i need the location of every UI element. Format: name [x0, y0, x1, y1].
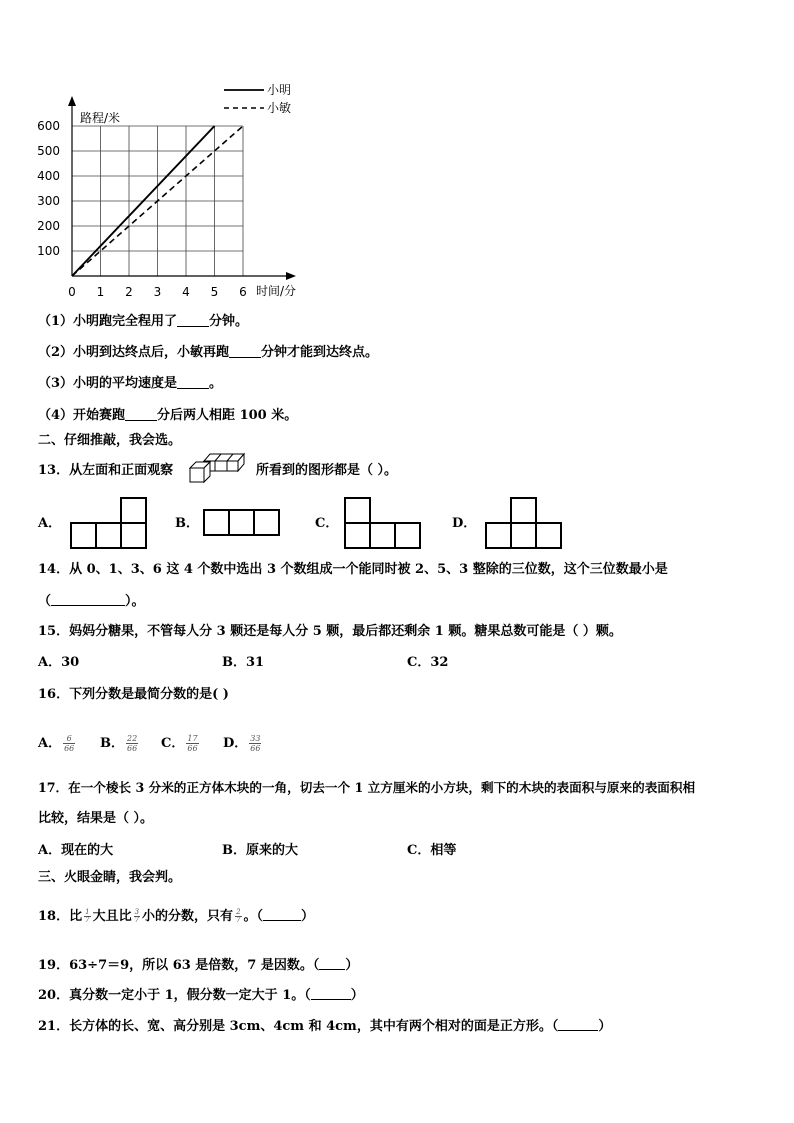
q19-text: 19．63÷7＝9，所以 63 是倍数，7 是因数。（ — [38, 958, 320, 973]
denominator: 66 — [64, 744, 75, 753]
denominator: 66 — [187, 744, 198, 753]
numerator: 33 — [250, 734, 261, 743]
legend-label-xiaoming: 小明 — [267, 83, 292, 97]
answer-blank[interactable] — [319, 957, 345, 970]
denominator: 7 — [85, 916, 90, 924]
y-tick-label: 200 — [37, 219, 60, 233]
x-tick-label: 2 — [125, 285, 133, 299]
q20-close-paren: ） — [350, 988, 364, 1003]
q13-option-c-figure[interactable] — [344, 496, 424, 550]
q18-text-2: 大且比 — [92, 909, 132, 924]
distance-time-chart — [20, 80, 340, 305]
q16-option-c-label: C． — [161, 736, 185, 751]
q12-part-3-prefix: （3）小明的平均速度是 — [38, 376, 178, 391]
denominator: 7 — [236, 916, 241, 924]
fraction — [249, 734, 261, 753]
q15-option-b[interactable]: B．31 — [222, 655, 265, 670]
q13-suffix: 所看到的图形都是（ ）。 — [256, 463, 398, 478]
q21-close-paren: ） — [598, 1019, 612, 1034]
q17-option-c[interactable]: C．相等 — [407, 843, 457, 858]
q16-option-d-label: D． — [223, 736, 248, 751]
cube-figure — [188, 452, 250, 484]
q15-text: 15．妈妈分糖果，不管每人分 3 颗还是每人分 5 颗，最后都还剩余 1 颗。糖果总数可能是（ ）颗。 — [38, 624, 622, 639]
y-axis-label: 路程/米 — [80, 111, 121, 125]
q12-part-1 — [38, 313, 248, 330]
q20 — [38, 987, 364, 1004]
q21 — [38, 1018, 611, 1035]
q16-option-b-label: B． — [100, 736, 124, 751]
fraction — [134, 909, 140, 924]
q17-option-b[interactable]: B．原来的大 — [222, 843, 298, 858]
x-tick-label: 0 — [68, 285, 76, 299]
q14-close-paren: ）。 — [125, 594, 145, 609]
numerator: 6 — [63, 734, 75, 744]
numerator: 1 — [85, 908, 90, 916]
q13-option-a-label[interactable]: A． — [38, 516, 62, 531]
q18 — [38, 908, 314, 925]
q13-option-b-label[interactable]: B． — [175, 516, 199, 531]
q16-option-b[interactable] — [100, 734, 140, 753]
q16-option-c[interactable] — [161, 734, 201, 753]
q13-option-c-label[interactable]: C． — [315, 516, 339, 531]
answer-blank[interactable] — [177, 313, 209, 327]
y-tick-label: 500 — [37, 144, 60, 158]
q12-part-1-prefix: （1）小明跑完全程用了 — [38, 314, 178, 329]
q16-option-d[interactable] — [223, 734, 263, 753]
q16-text: 16．下列分数是最简分数的是( ) — [38, 687, 229, 702]
q13-prefix: 13．从左面和正面观察 — [38, 463, 174, 478]
section-3-title: 三、火眼金睛，我会判。 — [38, 870, 182, 885]
x-tick-label: 3 — [153, 285, 162, 299]
q18-text-5: ） — [301, 909, 315, 924]
q12-part-4-suffix: 分后两人相距 100 米。 — [157, 408, 298, 423]
answer-blank[interactable] — [558, 1018, 598, 1031]
y-tick-label: 400 — [37, 169, 60, 183]
denominator: 7 — [134, 916, 140, 924]
numerator: 17 — [187, 734, 198, 743]
q13-option-b-figure[interactable] — [203, 508, 283, 538]
q15-option-c[interactable]: C．32 — [407, 655, 449, 670]
numerator: 3 — [134, 908, 140, 916]
q18-text-3: 小的分数，只有 — [142, 909, 234, 924]
q17-line-2: 比较，结果是（ ）。 — [38, 811, 154, 826]
fraction — [186, 734, 198, 753]
denominator: 66 — [127, 744, 138, 753]
y-tick-label: 100 — [37, 244, 60, 258]
denominator: 66 — [250, 744, 261, 753]
section-2-title: 二、仔细推敲，我会选。 — [38, 433, 182, 448]
x-tick-label: 5 — [210, 285, 219, 299]
q12-part-4 — [38, 407, 297, 424]
q18-text-4: 。（ — [243, 909, 264, 924]
legend-label-xiaomin: 小敏 — [267, 101, 292, 115]
q14-line-2 — [38, 593, 145, 610]
q12-part-2-suffix: 分钟才能到达终点。 — [261, 345, 379, 360]
q12-part-3-suffix: 。 — [209, 376, 223, 391]
q12-part-2 — [38, 344, 378, 361]
answer-blank[interactable] — [311, 987, 351, 1000]
q12-part-2-prefix: （2）小明到达终点后，小敏再跑 — [38, 345, 230, 360]
q19-close-paren: ） — [345, 958, 359, 973]
q17-option-a[interactable]: A．现在的大 — [38, 843, 114, 858]
answer-blank[interactable] — [229, 344, 261, 358]
q20-text: 20．真分数一定小于 1，假分数一定大于 1。（ — [38, 988, 311, 1003]
q13-option-d-label[interactable]: D． — [452, 516, 477, 531]
q13-option-a-figure[interactable] — [70, 496, 150, 550]
answer-blank[interactable] — [125, 407, 157, 421]
q16-option-a-label: A． — [38, 736, 62, 751]
answer-blank[interactable] — [51, 593, 125, 606]
q19 — [38, 957, 358, 974]
q17-line-1: 17．在一个棱长 3 分米的正方体木块的一角，切去一个 1 立方厘米的小方块，剩下的木块的表面积与原来的表面积相 — [38, 780, 696, 795]
q15-option-a[interactable]: A．30 — [38, 655, 80, 670]
q18-text-1: 18．比 — [38, 909, 83, 924]
x-axis-arrow — [286, 272, 296, 280]
legend — [224, 83, 291, 115]
q14-line-1: 14．从 0、1、3、6 这 4 个数中选出 3 个数组成一个能同时被 2、5、3 整除的三位数，这个三位数最小是 — [38, 562, 668, 577]
q12-part-1-suffix: 分钟。 — [209, 314, 249, 329]
numerator: 2 — [236, 908, 241, 916]
fraction — [235, 909, 241, 924]
q12-part-4-prefix: （4）开始赛跑 — [38, 408, 126, 423]
numerator: 22 — [127, 734, 138, 743]
x-tick-label: 4 — [182, 285, 190, 299]
x-tick-label: 6 — [239, 285, 247, 299]
x-tick-label: 1 — [96, 285, 105, 299]
q21-text: 21．长方体的长、宽、高分别是 3cm、4cm 和 4cm，其中有两个相对的面是正方形。（ — [38, 1019, 559, 1034]
y-tick-label: 600 — [37, 119, 60, 133]
q12-part-3 — [38, 375, 222, 392]
fraction — [84, 909, 90, 924]
fraction — [63, 734, 75, 753]
x-axis-label: 时间/分 — [256, 284, 297, 298]
y-tick-label: 300 — [37, 194, 60, 208]
answer-blank[interactable] — [177, 375, 209, 389]
fraction — [126, 734, 138, 753]
q14-open-paren: （ — [38, 594, 52, 609]
q16-option-a[interactable] — [38, 734, 77, 753]
q13-option-d-figure[interactable] — [485, 496, 565, 550]
y-axis-arrow — [68, 96, 76, 106]
answer-blank[interactable] — [263, 908, 301, 921]
